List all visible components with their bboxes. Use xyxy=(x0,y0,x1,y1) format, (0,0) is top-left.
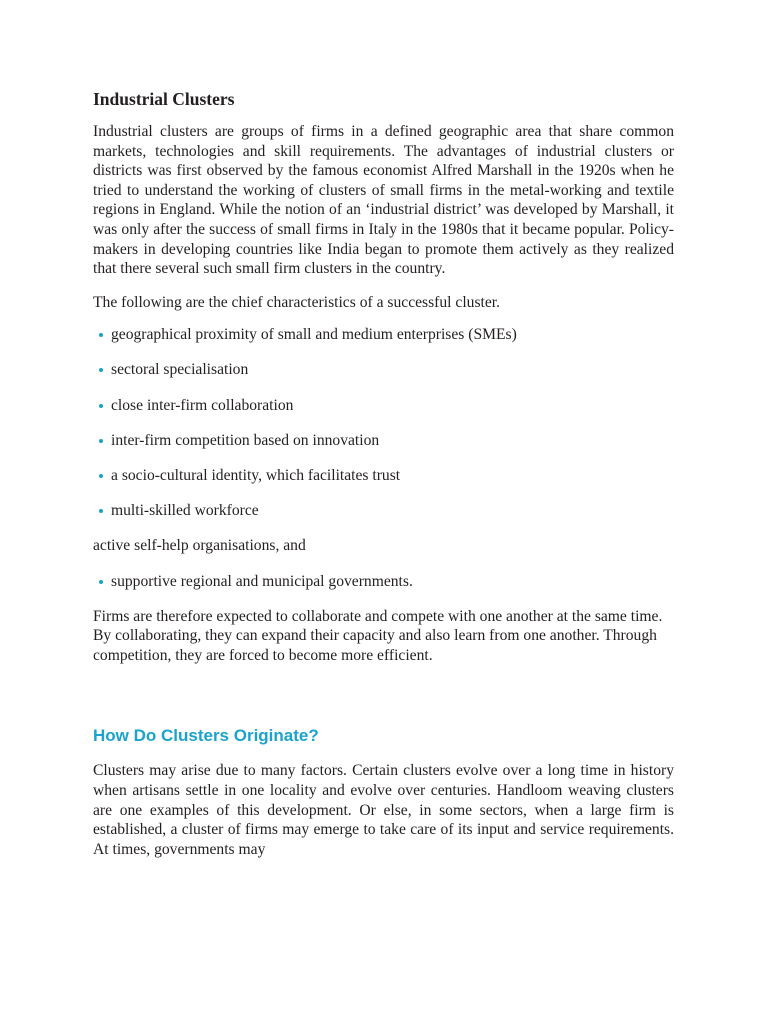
list-item-text: multi-skilled workforce xyxy=(111,501,259,519)
list-item-text: sectoral specialisation xyxy=(111,361,249,379)
bullet-icon xyxy=(99,580,103,584)
list-item-text: inter-firm competition based on innovation xyxy=(111,431,380,449)
bullet-icon xyxy=(99,509,103,513)
list-item xyxy=(93,360,674,380)
closing-paragraph: Firms are therefore expected to collaborate and compete with one another at the same time. By collaborating, they can expand their capacity and also learn from one another. Through competition, they are forced to become more efficient. xyxy=(93,607,663,664)
list-item xyxy=(93,325,674,345)
characteristics-list-continued xyxy=(93,572,674,592)
standalone-line: active self-help organisations, and xyxy=(93,536,306,554)
bullet-icon xyxy=(99,439,103,443)
bullet-icon xyxy=(99,474,103,478)
list-item xyxy=(93,501,674,521)
list-item xyxy=(93,466,674,486)
list-item-text: supportive regional and municipal governments. xyxy=(111,572,413,590)
list-item-text: close inter-firm collaboration xyxy=(111,396,294,414)
intro-paragraph: Industrial clusters are groups of firms in a defined geographic area that share common markets, technologies and skill requirements. The advantages of industrial clusters or districts was first observed by the famous economist Alfred Marshall in the 1920s when he tried to understand the working of clusters of small firms in the metal-working and textile regions in England. While the notion of an ‘industrial district’ was developed by Marshall, it was only after the success of small firms in Italy in the 1980s that it became popular. Policy-makers in developing countries like India began to promote them actively as they realized that there several such small firm clusters in the country. xyxy=(93,123,674,278)
bullet-icon xyxy=(99,333,103,337)
subsection-paragraph: Clusters may arise due to many factors. Certain clusters evolve over a long time in history when artisans settle in one locality and evolve over centuries. Handloom weaving clusters are one examples of this development. Or else, in some sectors, when a large firm is established, a cluster of firms may emerge to take care of its input and service requirements. At times, governments may xyxy=(93,762,674,858)
list-item xyxy=(93,572,674,592)
characteristics-list xyxy=(93,325,674,520)
list-item xyxy=(93,431,674,451)
list-item xyxy=(93,396,674,416)
subsection-heading: How Do Clusters Originate? xyxy=(93,726,319,746)
bullet-icon xyxy=(99,368,103,372)
characteristics-lead-in: The following are the chief characteristics of a successful cluster. xyxy=(93,293,500,311)
section-title: Industrial Clusters xyxy=(93,89,235,109)
list-item-text: a socio-cultural identity, which facilitates trust xyxy=(111,466,401,484)
document-page xyxy=(93,88,674,859)
bullet-icon xyxy=(99,404,103,408)
list-item-text: geographical proximity of small and medium enterprises (SMEs) xyxy=(111,326,517,344)
